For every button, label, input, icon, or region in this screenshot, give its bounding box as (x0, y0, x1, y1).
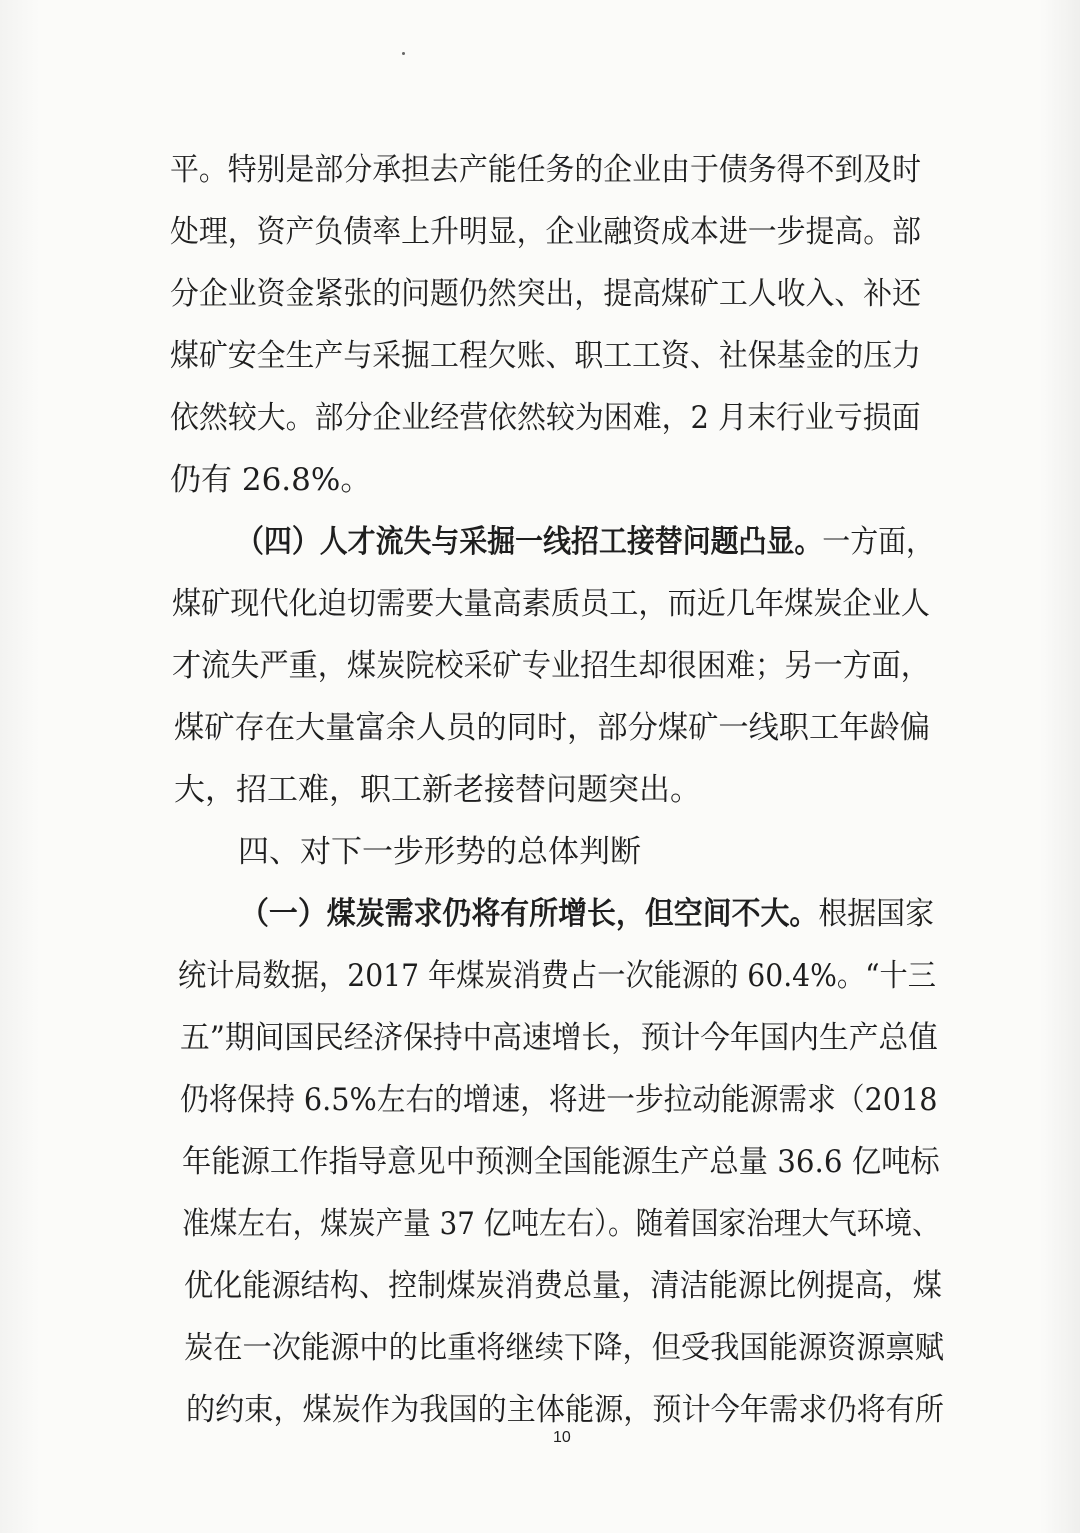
section-4-heading: （四）人才流失与采掘一线招工接替问题凸显。 (236, 524, 823, 560)
body-line: 才流失严重，煤炭院校采矿专业招生却很困难；另一方面， (172, 648, 930, 684)
heading-line-1 (240, 894, 934, 934)
body-line: 优化能源结构、控制煤炭消费总量，清洁能源比例提高，煤 (184, 1268, 942, 1304)
section-4-lead: 一方面， (822, 524, 934, 560)
body-line: 仍将保持 6.5%左右的增速，将进一步拉动能源需求（2018 (180, 1082, 938, 1118)
body-line: 的约束，煤炭作为我国的主体能源，预计今年需求仍将有所 (186, 1392, 944, 1428)
section-1-heading: （一）煤炭需求仍将有所增长，但空间不大。 (240, 896, 819, 932)
body-line: 煤矿存在大量富余人员的同时，部分煤矿一线职工年龄偏 (174, 710, 931, 746)
body-line: 炭在一次能源中的比重将继续下降，但受我国能源资源禀赋 (184, 1330, 944, 1366)
scan-speck (402, 52, 405, 55)
body-line: 大，招工难，职工新老接替问题突出。 (174, 772, 701, 808)
page-number: 10 (553, 1429, 571, 1446)
body-line: 煤矿安全生产与采掘工程欠账、职工工资、社保基金的压力 (170, 338, 922, 374)
body-line: 年能源工作指导意见中预测全国能源生产总量 36.6 亿吨标 (182, 1144, 940, 1180)
body-line: 仍有 26.8%。 (170, 462, 372, 498)
chapter-heading: 四、对下一步形势的总体判断 (238, 834, 641, 870)
body-line: 分企业资金紧张的问题仍然突出，提高煤矿工人收入、补还 (170, 276, 922, 312)
body-line: 处理，资产负债率上升明显，企业融资成本进一步提高。部 (170, 214, 922, 250)
section-1-lead: 根据国家 (818, 896, 935, 932)
body-line: 平。特别是部分承担去产能任务的企业由于债务得不到及时 (170, 152, 922, 188)
body-line: 准煤左右，煤炭产量 37 亿吨左右）。随着国家治理大气环境、 (182, 1206, 940, 1242)
heading-line-4 (236, 522, 934, 562)
body-line: 五”期间国民经济保持中高速增长，预计今年国内生产总值 (180, 1020, 938, 1056)
body-line: 统计局数据，2017 年煤炭消费占一次能源的 60.4%。“十三 (178, 958, 936, 994)
body-line: 依然较大。部分企业经营依然较为困难，2 月末行业亏损面 (170, 400, 921, 436)
body-line: 煤矿现代化迫切需要大量高素质员工，而近几年煤炭企业人 (172, 586, 930, 622)
